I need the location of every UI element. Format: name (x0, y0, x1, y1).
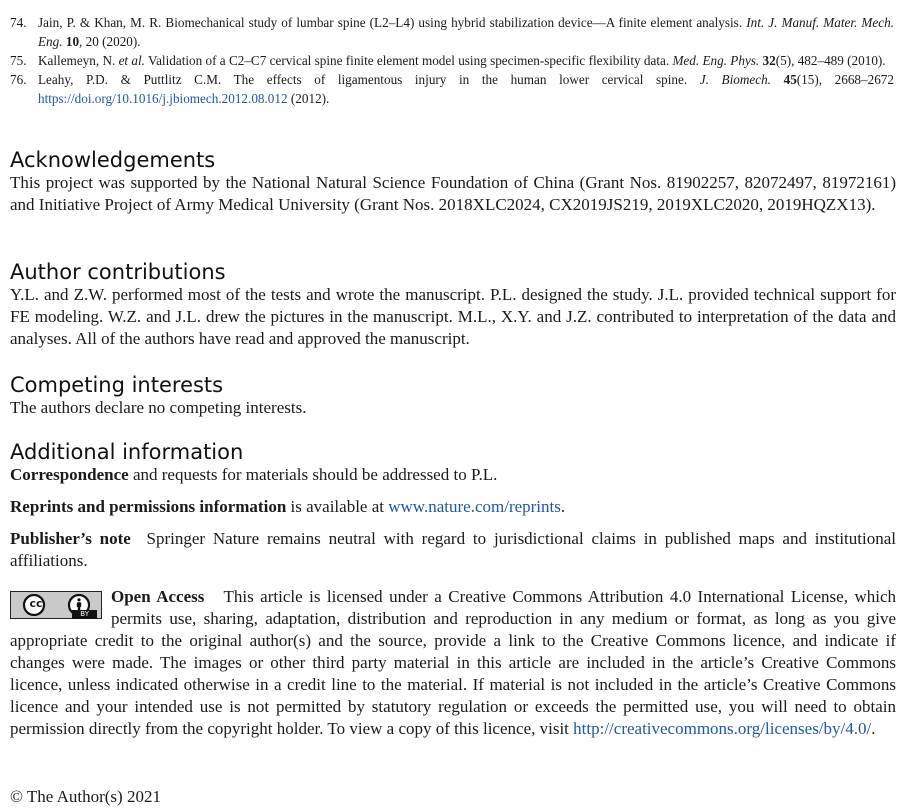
by-badge-text: BY (72, 610, 97, 619)
reference-number: 74. (10, 15, 27, 30)
reference-item (10, 13, 894, 51)
reference-number: 75. (10, 53, 27, 68)
correspondence-text: Correspondence and requests for materials should be addressed to P.L. (10, 465, 498, 484)
additional-information-section (10, 440, 896, 572)
additional-information-heading: Additional information (10, 440, 244, 464)
reference-list (10, 13, 894, 108)
publishers-note-text: Publisher’s note Springer Nature remains neutral with regard to jurisdictional claims in published maps and institutional affiliations. (10, 529, 896, 570)
reference-number: 76. (10, 72, 27, 87)
acknowledgements-text: This project was supported by the National Natural Science Foundation of China (Grant Nos. 81902257, 82072497, 81972161) and Initiative Project of Army Medical University (Grant Nos. 2018XLC2024, CX2019JS219, 2019XLC2020, 2019HQZX13). (10, 173, 896, 214)
competing-interests-text: The authors declare no competing interests. (10, 398, 307, 417)
cc-badge-text: cc (29, 597, 43, 610)
reprints-link[interactable]: www.nature.com/reprints (388, 497, 561, 516)
copyright-section (10, 786, 896, 808)
reference-item (10, 51, 894, 70)
doi-link[interactable]: https://doi.org/10.1016/j.jbiomech.2012.08.012 (38, 91, 288, 106)
reference-item (10, 70, 894, 108)
competing-interests-section (10, 373, 896, 419)
author-contributions-text: Y.L. and Z.W. performed most of the tests and wrote the manuscript. P.L. designed the study. J.L. provided technical support for FE modeling. W.Z. and J.L. drew the pictures in the manuscript. M.L., X.Y. and J.Z. contributed to interpretation of the data and analyses. All of the authors have read and approved the manuscript. (10, 285, 896, 348)
author-contributions-heading: Author contributions (10, 260, 226, 284)
reprints-text: Reprints and permissions information is available at www.nature.com/reprints. (10, 497, 566, 516)
competing-interests-heading: Competing interests (10, 373, 224, 397)
reference-text: Leahy, P.D. & Puttlitz C.M. The effects of ligamentous injury in the human lower cervical spine. J. Biomech. 45(15), 2668–2672 https://doi.org/10.1016/j.jbiomech.2012.08.012 (2012). (38, 72, 894, 106)
copyright-text: © The Author(s) 2021 (10, 787, 161, 806)
open-access-text: Open Access This article is licensed under a Creative Commons Attribution 4.0 International License, which permits use, sharing, adaptation, distribution and reproduction in any medium or format, as long as you give appropriate credit to the original author(s) and the source, provide a link to the Creative Commons licence, and indicate if changes were made. The images or other third party material in this article are included in the article’s Creative Commons licence, unless indicated otherwise in a credit line to the material. If material is not included in the article’s Creative Commons licence and your intended use is not permitted by statutory regulation or exceeds the permitted use, you will need to obtain permission directly from the copyright holder. To view a copy of this licence, visit http://creativecommons.org/licenses/by/4.0/. (10, 587, 896, 738)
open-access-section (10, 586, 896, 740)
creative-commons-link[interactable]: http://creativecommons.org/licenses/by/4.0/ (573, 719, 872, 738)
reference-text: Kallemeyn, N. et al. Validation of a C2–C7 cervical spine finite element model using specimen-specific flexibility data. Med. Eng. Phys. 32(5), 482–489 (2010). (38, 53, 886, 68)
reference-text: Jain, P. & Khan, M. R. Biomechanical study of lumbar spine (L2–L4) using hybrid stabilization device—A finite element analysis. Int. J. Manuf. Mater. Mech. Eng. 10, 20 (2020). (38, 15, 895, 49)
acknowledgements-heading: Acknowledgements (10, 148, 216, 172)
acknowledgements-section (10, 148, 896, 216)
cc-by-license-icon[interactable] (10, 591, 102, 619)
author-contributions-section (10, 260, 896, 350)
